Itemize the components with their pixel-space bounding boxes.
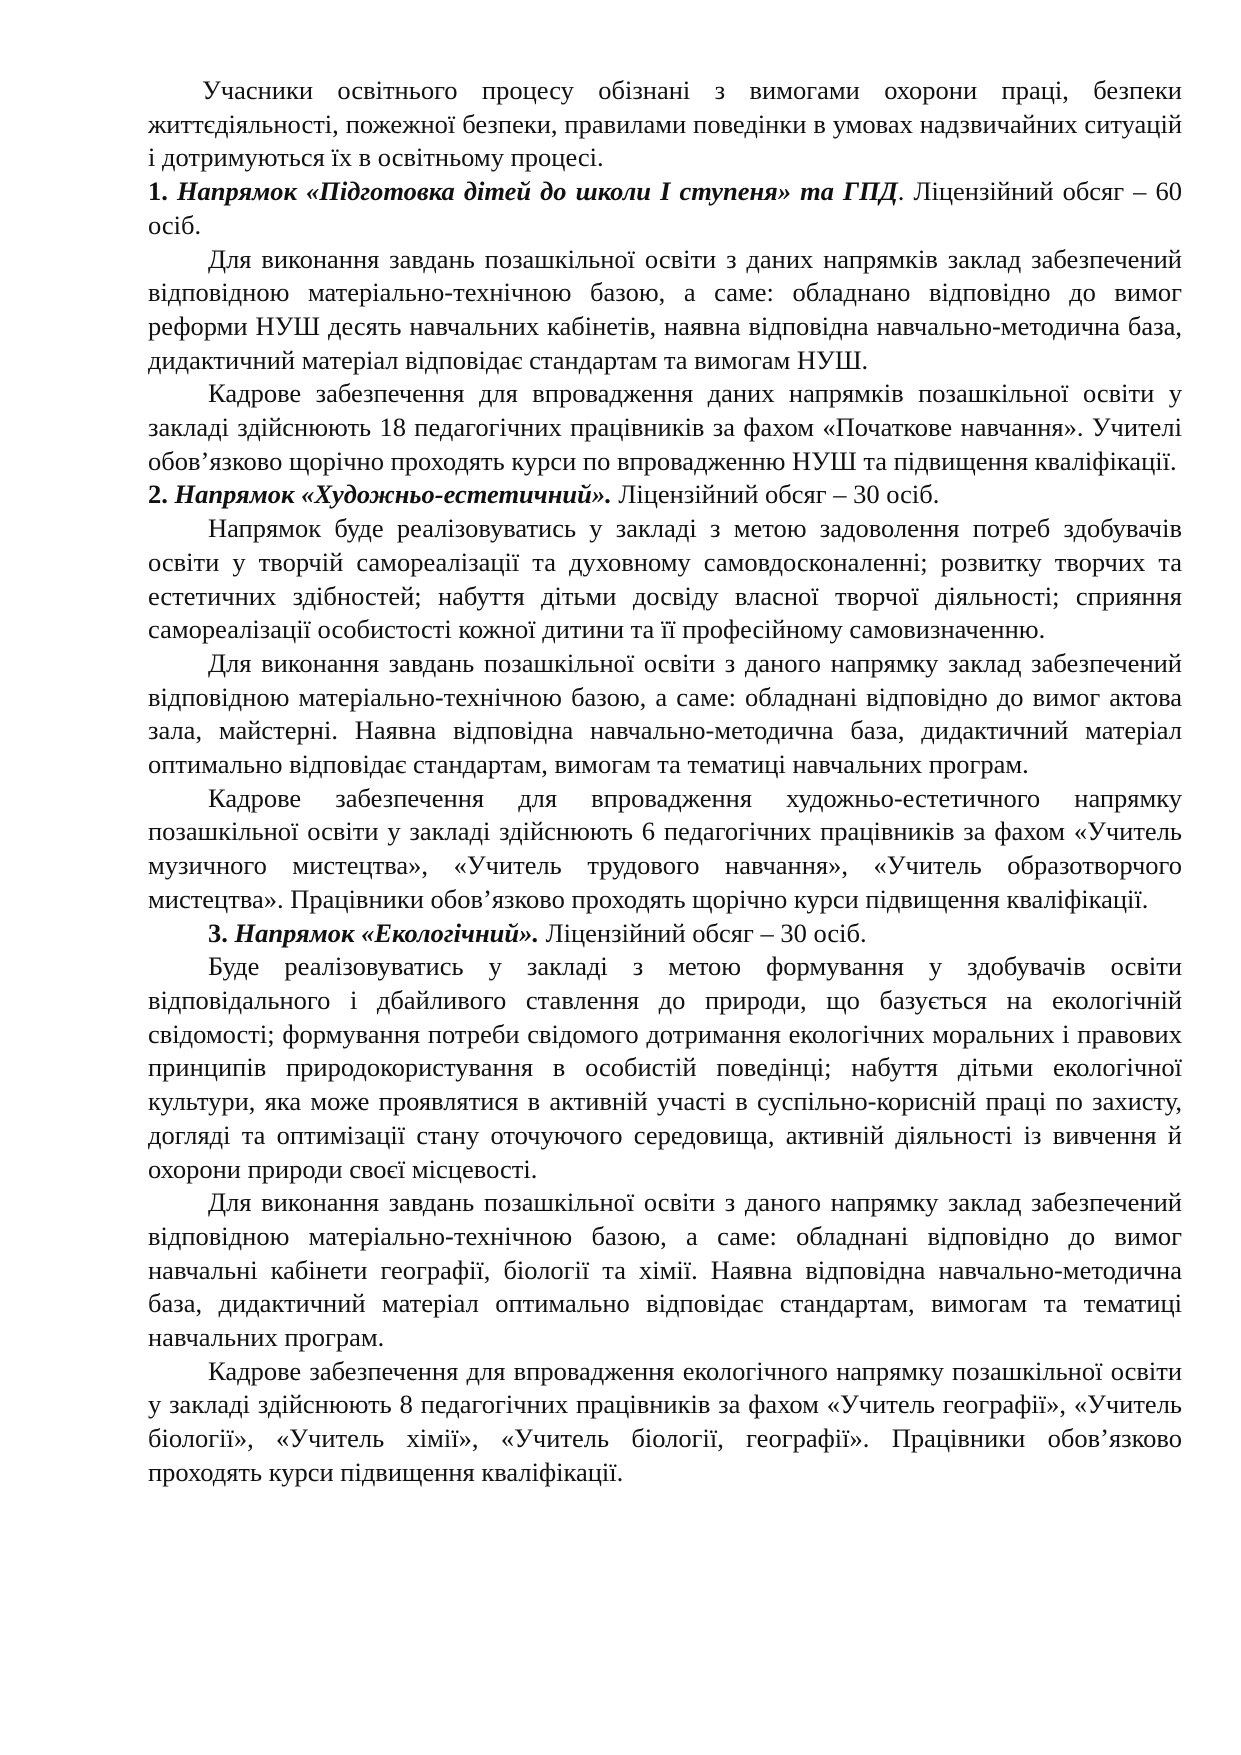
direction-2-heading: [148, 478, 1182, 512]
direction-1-number: 1.: [148, 176, 168, 207]
direction-2-capacity: Ліцензійний обсяг – 30 осіб.: [611, 479, 940, 510]
intro-paragraph: Учасники освітнього процесу обізнані з вимогами охорони праці, безпеки життєдіяльності, пожежної безпеки, правилами поведінки в умовах надзвичайних ситуацій і дотримуються їх в освітньому процесі.: [148, 75, 1182, 173]
direction-3-goals: Буде реалізовуватись у закладі з метою формування у здобувачів освіти відповідального і дбайливого ставлення до природи, що базується на екологічній свідомості; формування потреби свідомого дотримання екологічних моральних і правових принципів природокористування в особистій поведінці; набуття дітьми екологічної культури, яка може проявлятися в активній участі в суспільно-корисній праці по захисту, догляді та оптимізації стану оточуючого середовища, активній діяльності із вивчення й охорони природи своєї місцевості.: [148, 951, 1182, 1184]
direction-1-resources: Для виконання завдань позашкільної освіти з даних напрямків заклад забезпечений відповідною матеріально-технічною базою, а саме: обладнано відповідно до вимог реформи НУШ десять навчальних кабінетів, наявна відповідна навчально-методична база, дидактичний матеріал відповідає стандартам та вимогам НУШ.: [148, 243, 1182, 375]
direction-1-staff: Кадрове забезпечення для впровадження даних напрямків позашкільної освіти у закладі здійснюють 18 педагогічних працівників за фахом «Початкове навчання». Учителі обов’язково щорічно проходять курси по впровадженню НУШ та підвищення кваліфікації.: [148, 378, 1182, 476]
direction-1-title: Напрямок «Підготовка дітей до школи І ступеня» та ГПД: [176, 176, 898, 207]
direction-2-number: 2.: [148, 479, 168, 510]
direction-2-title: Напрямок «Художньо-естетичний».: [174, 479, 612, 510]
document-page: [148, 74, 1182, 1490]
direction-1-capacity: . Ліцензійний обсяг – 60 осіб.: [148, 176, 1182, 240]
direction-2-staff: Кадрове забезпечення для впровадження художньо-естетичного напрямку позашкільної освіти у закладі здійснюють 6 педагогічних працівників за фахом «Учитель музичного мистецтва», «Учитель трудового навчання», «Учитель образотворчого мистецтва». Працівники обов’язково проходять щорічно курси підвищення кваліфікації.: [148, 782, 1182, 914]
direction-3-title: Напрямок «Екологічний».: [234, 917, 540, 948]
direction-3-number: 3.: [208, 917, 228, 948]
direction-2-resources: Для виконання завдань позашкільної освіти з даного напрямку заклад забезпечений відповідною матеріально-технічною базою, а саме: обладнані відповідно до вимог актова зала, майстерні. Наявна відповідна навчально-методична база, дидактичний матеріал оптимально відповідає стандартам, вимогам та тематиці навчальних програм.: [148, 647, 1182, 780]
direction-2-goals: Напрямок буде реалізовуватись у закладі з метою задоволення потреб здобувачів освіти у творчій самореалізації та духовному самовдосконаленні; розвитку творчих та естетичних здібностей; набуття дітьми досвіду власної творчої діяльності; сприяння самореалізації особистості кожної дитини та її професійному самовизначенню.: [148, 513, 1182, 645]
direction-3-resources: Для виконання завдань позашкільної освіти з даного напрямку заклад забезпечений відповідною матеріально-технічною базою, а саме: обладнані відповідно до вимог навчальні кабінети географії, біології та хімії. Наявна відповідна навчально-методична база, дидактичний матеріал оптимально відповідає стандартам, вимогам та тематиці навчальних програм.: [148, 1187, 1182, 1353]
direction-3-heading: [148, 917, 1182, 951]
direction-3-capacity: Ліцензійний обсяг – 30 осіб.: [539, 917, 867, 948]
direction-3-staff: Кадрове забезпечення для впровадження екологічного напрямку позашкільної освіти у закладі здійснюють 8 педагогічних працівників за фахом «Учитель географії», «Учитель біології», «Учитель хімії», «Учитель біології, географії». Працівники обов’язково проходять курси підвищення кваліфікації.: [148, 1355, 1182, 1487]
direction-1-heading: [148, 175, 1182, 242]
